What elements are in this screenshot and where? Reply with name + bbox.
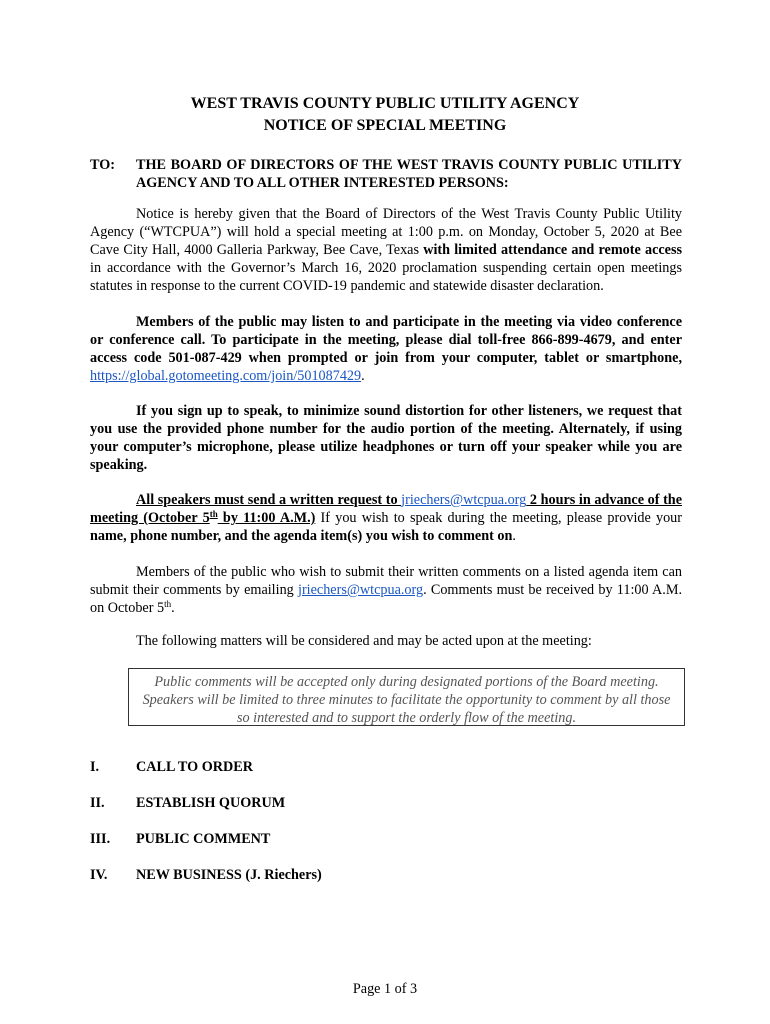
agenda-item-new-business: NEW BUSINESS (J. Riechers): [136, 867, 322, 883]
notice-text-end: in accordance with the Governor’s March 16, 2020 proclamation suspending certain open meetings statutes in response to the current COVID-19 pandemic and statewide disaster declaration.: [90, 260, 682, 294]
audio-instructions-paragraph: If you sign up to speak, to minimize sound distortion for other listeners, we request that you use the provided phone number for the audio portion of the meeting. Alternately, if using your computer’s microphone, please utilize headphones or turn off your speaker while you are speaking.: [90, 403, 682, 473]
deadline-text: 2 hours in advance of the meeting (October 5: [90, 492, 682, 526]
agency-title: WEST TRAVIS COUNTY PUBLIC UTILITY AGENCY: [190, 95, 580, 112]
speaker-request-paragraph: [90, 491, 682, 545]
agenda-number: II.: [90, 795, 105, 811]
speaker-request-lead: All speakers must send a written request to: [136, 492, 402, 508]
participation-text: Members of the public may listen to and participate in the meeting via video conference or conference call. To participate in the meeting, please dial toll-free 866-899-4679, and enter access code 501-087-429 when prompted or join from your computer, tablet or smartphone,: [90, 314, 682, 366]
public-comment-notice-box: Public comments will be accepted only during designated portions of the Board meeting. Speakers will be limited to three minutes to facilitate the opportunity to comment by all those so interested and to support the orderly flow of the meeting.: [128, 668, 685, 726]
agenda-item-establish-quorum: ESTABLISH QUORUM: [136, 795, 286, 811]
agenda-number: I.: [90, 759, 100, 775]
page-number: Page 1 of 3: [352, 981, 418, 997]
agenda-item-call-to-order: CALL TO ORDER: [136, 759, 253, 775]
comments-deadline-text: . Comments must be received by 11:00 A.M. on October 5: [90, 582, 682, 616]
participation-paragraph: [90, 313, 682, 385]
notice-paragraph: [90, 205, 682, 295]
remote-access-emphasis: with limited attendance and remote access: [423, 242, 682, 258]
speaker-request-end: .: [512, 528, 516, 544]
comments-end: .: [171, 600, 175, 616]
participation-end: .: [361, 368, 365, 384]
written-comments-text: Members of the public who wish to submit their written comments on a listed agenda item can submit their comments by emailing: [90, 564, 682, 598]
required-info-emphasis: name, phone number, and the agenda item(s) you wish to comment on: [90, 528, 513, 544]
to-recipients: THE BOARD OF DIRECTORS OF THE WEST TRAVIS COUNTY PUBLIC UTILITY AGENCY AND TO ALL OTHER INTERESTED PERSONS:: [136, 157, 682, 191]
notice-text: Notice is hereby given that the Board of Directors of the West Travis County Public Utility Agency (“WTCPUA”) will hold a special meeting at 1:00 p.m. on Monday, October 5, 2020 at Bee Cave City Hall, 4000 Galleria Parkway, Bee Cave, Texas: [90, 206, 682, 258]
written-comments-paragraph: [90, 563, 682, 617]
to-label: TO:: [90, 157, 115, 173]
notice-title: NOTICE OF SPECIAL MEETING: [263, 117, 507, 134]
agenda-item-public-comment: PUBLIC COMMENT: [136, 831, 271, 847]
agenda-number: III.: [90, 831, 111, 847]
speaker-email-link[interactable]: jriechers@wtcpua.org: [401, 492, 527, 508]
speaker-instructions: If you wish to speak during the meeting, please provide your: [315, 510, 682, 526]
deadline-time: by 11:00 A.M.): [217, 510, 316, 526]
comments-email-link[interactable]: jriechers@wtcpua.org: [298, 582, 424, 598]
meeting-link[interactable]: https://global.gotomeeting.com/join/501087429: [90, 368, 362, 384]
comments-deadline-ordinal: th: [164, 599, 172, 609]
deadline-ordinal: th: [209, 509, 218, 519]
matters-intro: The following matters will be considered and may be acted upon at the meeting:: [136, 633, 592, 649]
agenda-number: IV.: [90, 867, 108, 883]
